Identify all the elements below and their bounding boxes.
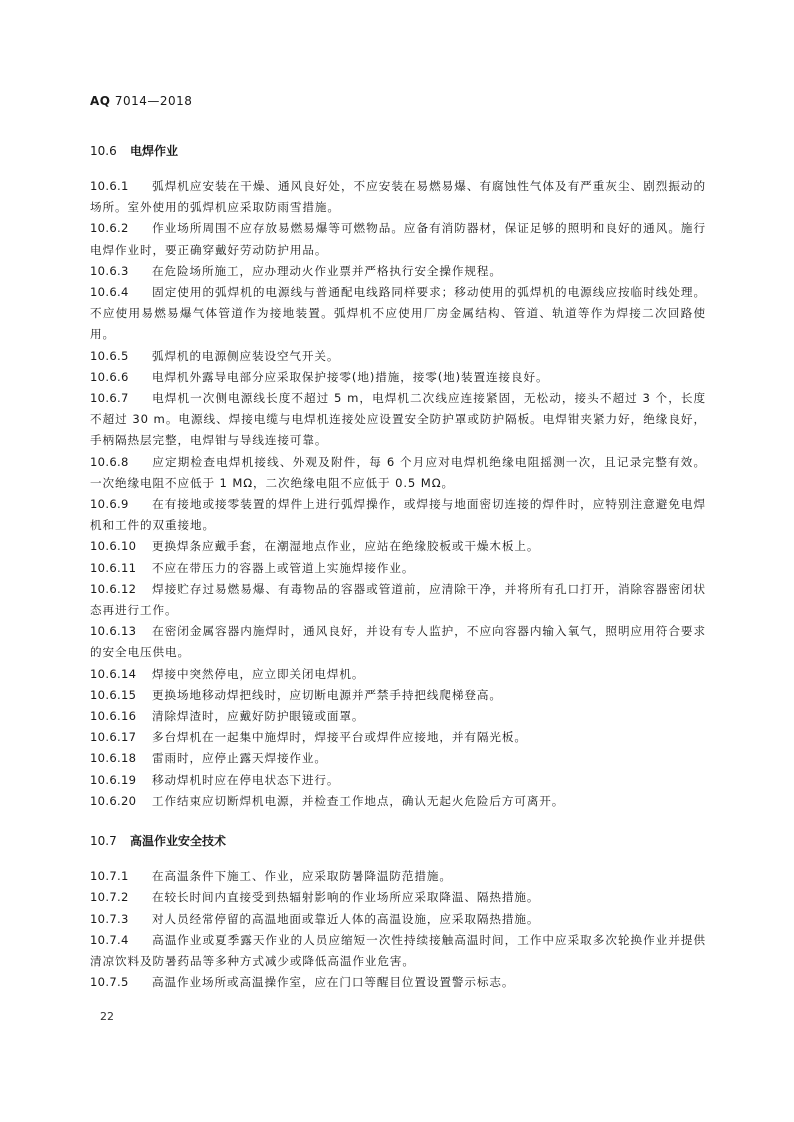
clause-text: 高温作业或夏季露天作业的人员应缩短一次性持续接触高温时间，工作中应采取多次轮换作业并提供清凉饮料及防暑药品等多种方式减少或降低高温作业危害。 <box>90 932 706 968</box>
section-heading: 高温作业安全技术 <box>130 834 227 849</box>
clause-10-6-17 <box>90 727 706 748</box>
clause-number: 10.6.7 <box>90 391 129 406</box>
clause-text: 对人员经常停留的高温地面或靠近人体的高温设施，应采取隔热措施。 <box>152 911 540 926</box>
section-number: 10.7 <box>90 834 117 849</box>
clause-text: 更换场地移动焊把线时，应切断电源并严禁手持把线爬梯登高。 <box>152 687 502 702</box>
clause-10-6-2 <box>90 218 706 260</box>
clause-number: 10.6.17 <box>90 730 137 745</box>
clause-10-6-16 <box>90 706 706 727</box>
standard-number: 7014—2018 <box>114 94 193 108</box>
clause-number: 10.6.1 <box>90 179 129 193</box>
clause-text: 固定使用的弧焊机的电源线与普通配电线路同样要求；移动使用的弧焊机的电源线应按临时线处理。不应使用易燃易爆气体管道作为接地装置。弧焊机不应使用厂房金属结构、管道、轨道等作为焊接二次回路使用。 <box>90 285 706 342</box>
clause-number: 10.6.16 <box>90 709 137 724</box>
clause-text: 雷雨时，应停止露天焊接作业。 <box>152 751 327 766</box>
clause-number: 10.6.4 <box>90 285 129 300</box>
clause-10-6-11 <box>90 558 706 579</box>
clause-10-7-1 <box>90 866 706 887</box>
standard-code-header <box>90 94 192 108</box>
clause-10-6-9 <box>90 494 706 536</box>
clause-text: 焊接贮存过易燃易爆、有毒物品的容器或管道前，应清除干净，并将所有孔口打开，消除容器密闭状态再进行工作。 <box>90 581 706 618</box>
clause-number: 10.6.14 <box>90 666 137 681</box>
clause-text: 在危险场所施工，应办理动火作业票并严格执行安全操作规程。 <box>152 263 502 278</box>
clause-text: 弧焊机应安装在干燥、通风良好处，不应安装在易燃易爆、有腐蚀性气体及有严重灰尘、剧烈振动的场所。室外使用的弧焊机应采取防雨雪措施。 <box>90 179 706 215</box>
clause-text: 清除焊渣时，应戴好防护眼镜或面罩。 <box>152 709 365 724</box>
clause-number: 10.7.1 <box>90 869 129 884</box>
section-title-10-7 <box>90 830 706 852</box>
clause-text: 工作结束应切断焊机电源，并检查工作地点，确认无起火危险后方可离开。 <box>152 793 565 808</box>
standard-prefix: AQ <box>90 94 111 108</box>
clause-number: 10.6.3 <box>90 263 129 278</box>
clause-text: 高温作业场所或高温操作室，应在门口等醒目位置设置警示标志。 <box>152 975 515 990</box>
clause-number: 10.7.2 <box>90 890 129 905</box>
clause-number: 10.6.5 <box>90 348 129 363</box>
clause-number: 10.6.9 <box>90 497 129 512</box>
clause-10-6-18 <box>90 748 706 769</box>
clause-number: 10.7.3 <box>90 911 129 926</box>
clause-10-6-15 <box>90 685 706 706</box>
clause-number: 10.6.13 <box>90 624 137 639</box>
clause-text: 在有接地或接零装置的焊件上进行弧焊操作，或焊接与地面密切连接的焊件时，应特别注意避免电焊机和工件的双重接地。 <box>90 497 706 533</box>
clause-number: 10.6.11 <box>90 560 137 575</box>
clause-10-6-5 <box>90 346 706 367</box>
clause-10-6-14 <box>90 664 706 685</box>
clause-number: 10.6.20 <box>90 793 137 808</box>
clause-number: 10.6.10 <box>90 539 137 554</box>
clause-text: 在密闭金属容器内施焊时，通风良好，并设有专人监护，不应向容器内输入氧气，照明应用符合要求的安全电压供电。 <box>90 624 706 660</box>
clause-text: 移动焊机时应在停电状态下进行。 <box>152 772 340 787</box>
clause-10-6-19 <box>90 770 706 791</box>
clause-10-6-20 <box>90 791 706 812</box>
page-number: 22 <box>100 1010 114 1023</box>
clause-number: 10.7.4 <box>90 932 129 947</box>
section-heading: 电焊作业 <box>130 144 179 158</box>
clause-text: 电焊机外露导电部分应采取保护接零(地)措施，接零(地)装置连接良好。 <box>152 369 549 384</box>
clause-text: 在较长时间内直接受到热辐射影响的作业场所应采取降温、隔热措施。 <box>152 890 540 905</box>
clause-10-6-8 <box>90 452 706 494</box>
clause-text: 焊接中突然停电，应立即关闭电焊机。 <box>152 666 365 681</box>
clause-text: 在高温条件下施工、作业，应采取防暑降温防范措施。 <box>152 869 452 884</box>
clause-text: 不应在带压力的容器上或管道上实施焊接作业。 <box>152 560 415 575</box>
clause-number: 10.6.6 <box>90 369 129 384</box>
clause-text: 电焊机一次侧电源线长度不超过 5 m，电焊机二次线应连接紧固，无松动，接头不超过 3 个，长度不超过 30 m。电源线、焊接电缆与电焊机连接处应设置安全防护罩或防护隔板。电焊钳夹紧力好，绝缘良好，手柄隔热层完整，电焊钳与导线连接可靠。 <box>90 391 706 448</box>
clause-10-6-7 <box>90 388 706 452</box>
clause-10-6-13 <box>90 621 706 663</box>
clause-10-7-4 <box>90 930 706 972</box>
document-body <box>90 140 706 993</box>
clause-10-6-10 <box>90 536 706 557</box>
clause-text: 作业场所周围不应存放易燃易爆等可燃物品。应备有消防器材，保证足够的照明和良好的通风。施行电焊作业时，要正确穿戴好劳动防护用品。 <box>90 221 706 257</box>
clause-text: 更换焊条应戴手套，在潮湿地点作业，应站在绝缘胶板或干燥木板上。 <box>152 539 540 554</box>
clause-number: 10.6.12 <box>90 581 137 596</box>
section-number: 10.6 <box>90 144 117 158</box>
clause-text: 多台焊机在一起集中施焊时，焊接平台或焊件应接地，并有隔光板。 <box>152 730 527 745</box>
clause-10-7-2 <box>90 887 706 908</box>
clause-number: 10.7.5 <box>90 975 129 990</box>
clause-10-7-3 <box>90 909 706 930</box>
clause-number: 10.6.15 <box>90 687 137 702</box>
clause-text: 应定期检查电焊机接线、外观及附件，每 6 个月应对电焊机绝缘电阻摇测一次，且记录完整有效。一次绝缘电阻不应低于 1 MΩ，二次绝缘电阻不应低于 0.5 MΩ。 <box>90 454 706 490</box>
clause-10-6-6 <box>90 367 706 388</box>
section-title-10-6 <box>90 140 706 162</box>
clause-10-6-4 <box>90 282 706 346</box>
clause-10-7-5 <box>90 972 706 993</box>
clause-10-6-1 <box>90 176 706 218</box>
clause-number: 10.6.18 <box>90 751 137 766</box>
section-items-10-6 <box>90 176 706 812</box>
clause-10-6-3 <box>90 261 706 282</box>
clause-number: 10.6.8 <box>90 454 129 469</box>
clause-number: 10.6.19 <box>90 772 137 787</box>
section-items-10-7 <box>90 866 706 993</box>
clause-text: 弧焊机的电源侧应装设空气开关。 <box>152 348 340 363</box>
clause-number: 10.6.2 <box>90 221 129 236</box>
clause-10-6-12 <box>90 579 706 621</box>
